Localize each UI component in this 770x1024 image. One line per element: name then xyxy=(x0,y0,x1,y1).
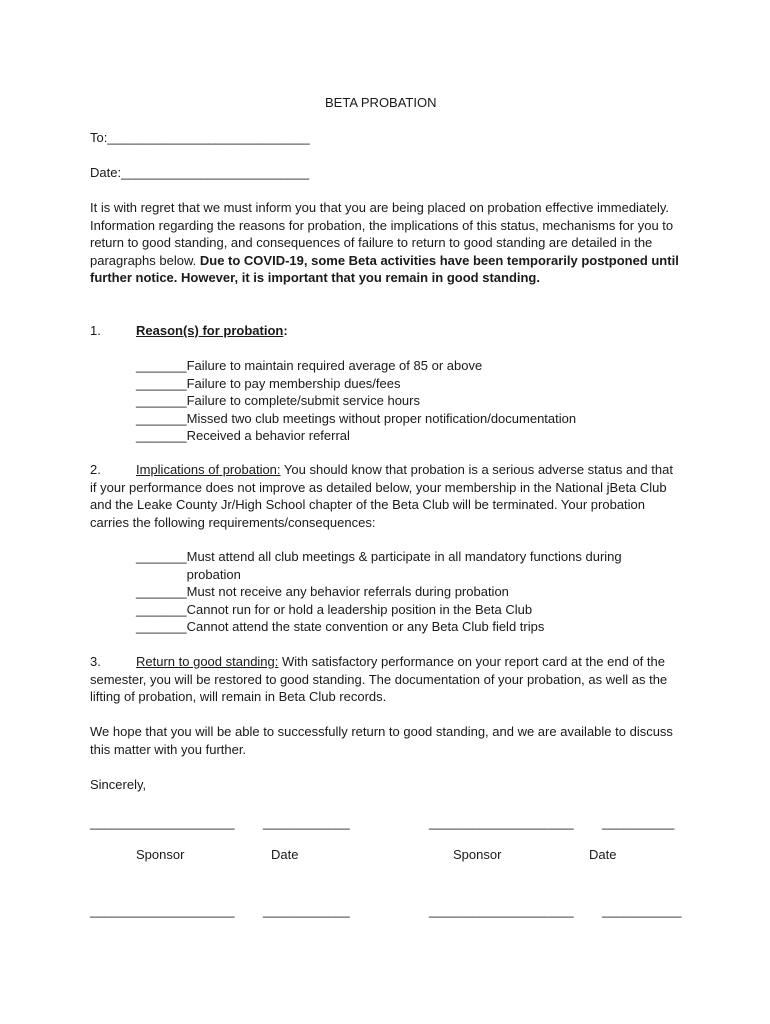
requirement-blank: _______ xyxy=(136,584,187,599)
document-title: BETA PROBATION xyxy=(325,95,437,110)
reasons-list xyxy=(136,357,676,445)
label-sponsor-1: Sponsor xyxy=(136,847,185,862)
reason-item: _______Failure to maintain required average of 85 or above xyxy=(136,358,483,373)
signature-line-date-1: ____________ xyxy=(263,815,350,830)
section1-heading-text: Reason(s) for probation xyxy=(136,323,284,338)
requirement-text: Cannot run for or hold a leadership position in the Beta Club xyxy=(186,601,533,617)
requirement-item xyxy=(136,601,676,619)
requirement-text: Cannot attend the state convention or any Beta Club field trips xyxy=(186,619,545,634)
intro-paragraph xyxy=(90,199,680,287)
date-line: Date:__________________________ xyxy=(90,165,310,180)
reason-item: _______Failure to complete/submit service hours xyxy=(136,393,420,408)
reason-item: _______Received a behavior referral xyxy=(136,428,350,443)
requirement-blank: _______ xyxy=(136,601,187,617)
section2-heading: Implications of probation: xyxy=(136,462,281,477)
requirement-text: Must attend all club meetings & participate in all mandatory functions during probation xyxy=(186,549,622,582)
signature-line-date-4: ___________ xyxy=(602,903,682,918)
requirement-item xyxy=(136,583,676,601)
section3-heading: Return to good standing: xyxy=(136,654,279,669)
requirement-blank: _______ xyxy=(136,549,187,564)
requirement-blank: _______ xyxy=(136,619,187,634)
section3-paragraph xyxy=(90,653,680,706)
label-date-1: Date xyxy=(271,847,299,862)
reason-item: _______Failure to pay membership dues/fees xyxy=(136,375,401,391)
signature-line-sponsor-1: ____________________ xyxy=(90,815,235,830)
section2-number: 2. xyxy=(90,462,101,477)
to-line: To:____________________________ xyxy=(90,130,310,145)
label-date-2: Date xyxy=(589,847,617,862)
label-sponsor-2: Sponsor xyxy=(453,847,502,862)
section2-paragraph xyxy=(90,461,680,531)
requirement-item xyxy=(136,618,676,636)
reason-item: _______Missed two club meetings without proper notification/documentation xyxy=(136,410,577,426)
section1-heading xyxy=(136,322,288,340)
closing-paragraph: We hope that you will be able to successfully return to good standing, and we are available to discuss this matter with you further. xyxy=(90,724,673,757)
signature-line-date-2: __________ xyxy=(602,815,675,830)
requirement-item xyxy=(136,548,676,583)
signature-line-sponsor-2: ____________________ xyxy=(429,815,574,830)
section3-text: With satisfactory performance on your report card at the end of the semester, you will be restored to good standing. The documentation of your probation, as well as the lifting of probation, will remain in Beta Club records. xyxy=(90,654,668,704)
sincerely: Sincerely, xyxy=(90,777,147,792)
section2-text: You should know that probation is a serious adverse status and that if your performance does not improve as detailed below, your membership in the National jBeta Club and the Leake County Jr/High School chapter of the Beta Club will be terminated. Your probation carries the following requirements/consequences: xyxy=(90,462,673,530)
requirement-text: Must not receive any behavior referrals during probation xyxy=(186,584,509,599)
section1-heading-colon: : xyxy=(283,323,288,338)
section1-number: 1. xyxy=(90,323,101,338)
signature-line-date-3: ____________ xyxy=(263,903,350,918)
intro-text: It is with regret that we must inform you that you are being placed on probation effective immediately. Information regarding the reasons for probation, the implications of this status, mechanisms for you to return to good standing, and consequences of failure to return to good standing are detailed in the paragraphs below. xyxy=(90,200,674,268)
signature-line-sponsor-4: ____________________ xyxy=(429,903,574,918)
section3-number: 3. xyxy=(90,654,101,669)
signature-line-sponsor-3: ____________________ xyxy=(90,903,235,918)
requirements-list xyxy=(136,548,676,636)
intro-bold-notice: Due to COVID-19, some Beta activities have been temporarily postponed until further notice. However, it is important that you remain in good standing. xyxy=(90,252,679,285)
